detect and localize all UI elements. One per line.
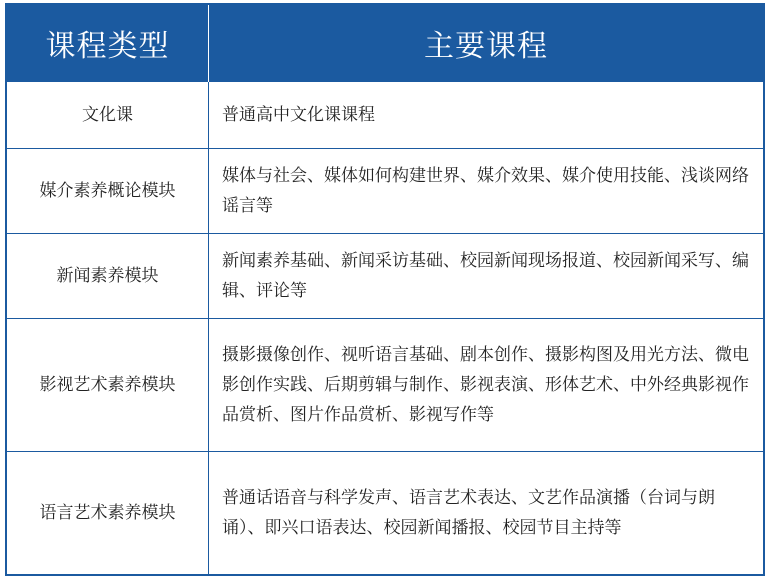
table-row xyxy=(6,234,764,319)
course-type-cell: 语言艺术素养模块 xyxy=(6,452,209,576)
table-header-row xyxy=(6,4,764,82)
main-courses-cell: 摄影摄像创作、视听语言基础、剧本创作、摄影构图及用光方法、微电影创作实践、后期剪辑与制作、影视表演、形体艺术、中外经典影视作品赏析、图片作品赏析、影视写作等 xyxy=(209,319,765,452)
table-row xyxy=(6,82,764,149)
table-row xyxy=(6,319,764,452)
main-courses-cell: 媒体与社会、媒体如何构建世界、媒介效果、媒介使用技能、浅谈网络谣言等 xyxy=(209,149,765,234)
course-type-cell: 新闻素养模块 xyxy=(6,234,209,319)
table-row xyxy=(6,149,764,234)
main-courses-cell: 普通话语音与科学发声、语言艺术表达、文艺作品演播（台词与朗诵）、即兴口语表达、校园新闻播报、校园节目主持等 xyxy=(209,452,765,576)
header-main-courses: 主要课程 xyxy=(209,4,765,82)
course-type-cell: 文化课 xyxy=(6,82,209,149)
course-table xyxy=(5,3,765,576)
header-course-type: 课程类型 xyxy=(6,4,209,82)
course-type-cell: 影视艺术素养模块 xyxy=(6,319,209,452)
main-courses-cell: 普通高中文化课课程 xyxy=(209,82,765,149)
table-row xyxy=(6,452,764,576)
course-type-cell: 媒介素养概论模块 xyxy=(6,149,209,234)
main-courses-cell: 新闻素养基础、新闻采访基础、校园新闻现场报道、校园新闻采写、编辑、评论等 xyxy=(209,234,765,319)
